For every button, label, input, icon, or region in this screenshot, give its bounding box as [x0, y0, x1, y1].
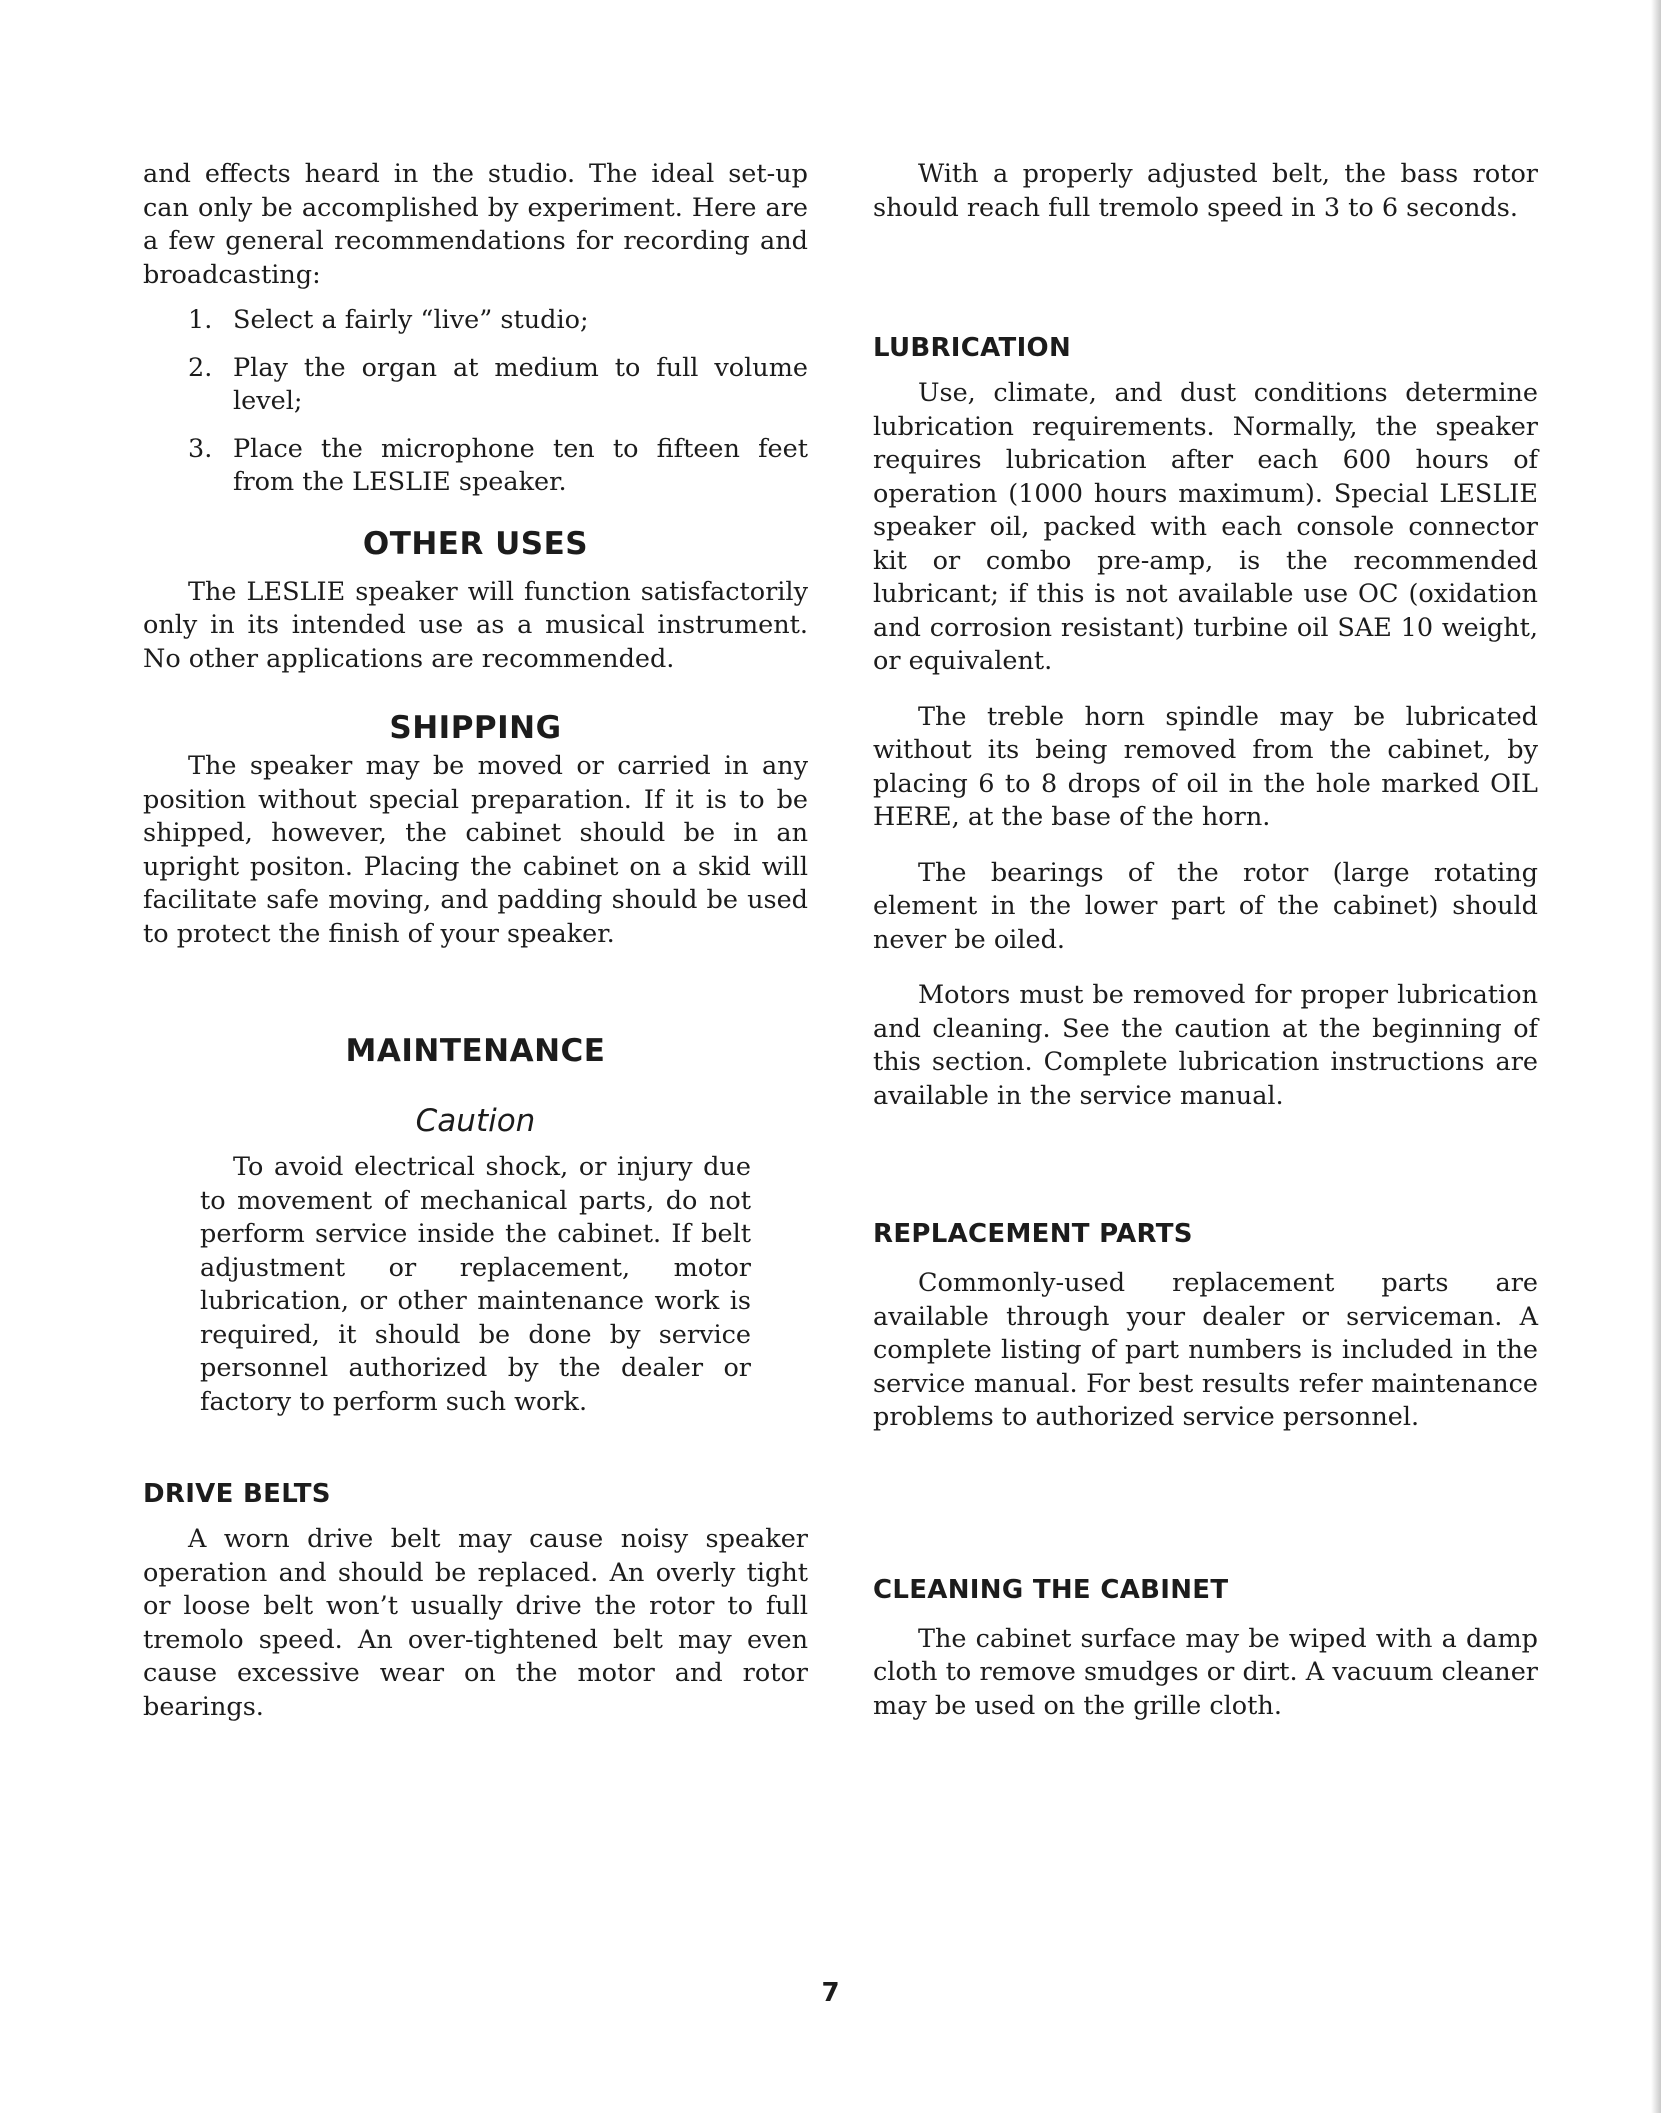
maintenance-heading: MAINTENANCE — [345, 1033, 606, 1069]
recommendations-list — [143, 304, 808, 500]
lubrication-paragraph: Motors must be removed for proper lubrication and cleaning. See the caution at the beginning of this section. Complete lubrication instructions are available in the service manual. — [873, 980, 1538, 1111]
list-item — [188, 433, 808, 500]
caution-body: To avoid electrical shock, or injury due to movement of mechanical parts, do not perform service inside the cabinet. If belt adjustment or replacement, motor lubrication, or other maintenance work is required, it should be done by service personnel authorized by the dealer or factory to perform such work. — [200, 1152, 751, 1417]
lubrication-heading: LUBRICATION — [873, 333, 1072, 363]
belt-speed-text: With a properly adjusted belt, the bass rotor should reach full tremolo speed in 3 to 6 seconds. — [873, 159, 1538, 223]
list-number: 1. — [188, 305, 213, 335]
drive-belts-heading: DRIVE BELTS — [143, 1479, 331, 1509]
other-uses-heading: OTHER USES — [362, 525, 589, 562]
list-text: Play the organ at medium to full volume level; — [233, 352, 808, 416]
lubrication-paragraph: The bearings of the rotor (large rotating element in the lower part of the cabinet) should never be oiled. — [873, 857, 1538, 955]
list-text: Select a fairly “live” studio; — [233, 305, 589, 335]
list-item — [188, 352, 808, 419]
right-column — [873, 158, 1538, 1723]
cleaning-body: The cabinet surface may be wiped with a damp cloth to remove smudges or dirt. A vacuum cleaner may be used on the grille cloth. — [873, 1623, 1538, 1721]
list-item — [188, 304, 808, 338]
shipping-heading: SHIPPING — [389, 710, 562, 746]
replacement-parts-heading: REPLACEMENT PARTS — [873, 1219, 1193, 1249]
list-number: 2. — [188, 352, 213, 383]
lubrication-paragraph: The treble horn spindle may be lubricated without its being removed from the cabinet, by placing 6 to 8 drops of oil in the hole marked OIL HERE, at the base of the horn. — [873, 701, 1538, 832]
page-number: 7 — [821, 1978, 840, 2008]
left-column — [143, 158, 808, 1724]
other-uses-body: The LESLIE speaker will function satisfactorily only in its intended use as a musical instrument. No other applications are recommended. — [143, 576, 808, 674]
cleaning-heading: CLEANING THE CABINET — [873, 1574, 1229, 1605]
recording-intro: and effects heard in the studio. The ideal set-up can only be accomplished by experiment. Here are a few general recommendations for recording and broadcasting: — [143, 159, 808, 290]
lubrication-paragraph: Use, climate, and dust conditions determine lubrication requirements. Normally, the speaker requires lubrication after each 600 hours of operation (1000 hours maximum). Special LESLIE speaker oil, packed with each console connector kit or combo pre-amp, is the recommended lubricant; if this is not available use OC (oxidation and corrosion resistant) turbine oil SAE 10 weight, or equivalent. — [873, 378, 1538, 676]
replacement-parts-body: Commonly-used replacement parts are available through your dealer or serviceman. A complete listing of part numbers is included in the service manual. For best results refer maintenance problems to authorized service personnel. — [873, 1268, 1538, 1432]
shipping-body: The speaker may be moved or carried in any position without special preparation. If it is to be shipped, however, the cabinet should be in an upright positon. Placing the cabinet on a skid will facilitate safe moving, and padding should be used to protect the finish of your speaker. — [143, 751, 808, 949]
list-number: 3. — [188, 433, 213, 464]
list-text: Place the microphone ten to fifteen feet from the LESLIE speaker. — [233, 433, 808, 497]
page-edge-shadow — [1651, 0, 1661, 2113]
drive-belts-body: A worn drive belt may cause noisy speaker operation and should be replaced. An overly tight or loose belt won’t usually drive the rotor to full tremolo speed. An over-tightened belt may even cause excessive wear on the motor and rotor bearings. — [143, 1524, 808, 1722]
caution-heading: Caution — [415, 1103, 536, 1139]
